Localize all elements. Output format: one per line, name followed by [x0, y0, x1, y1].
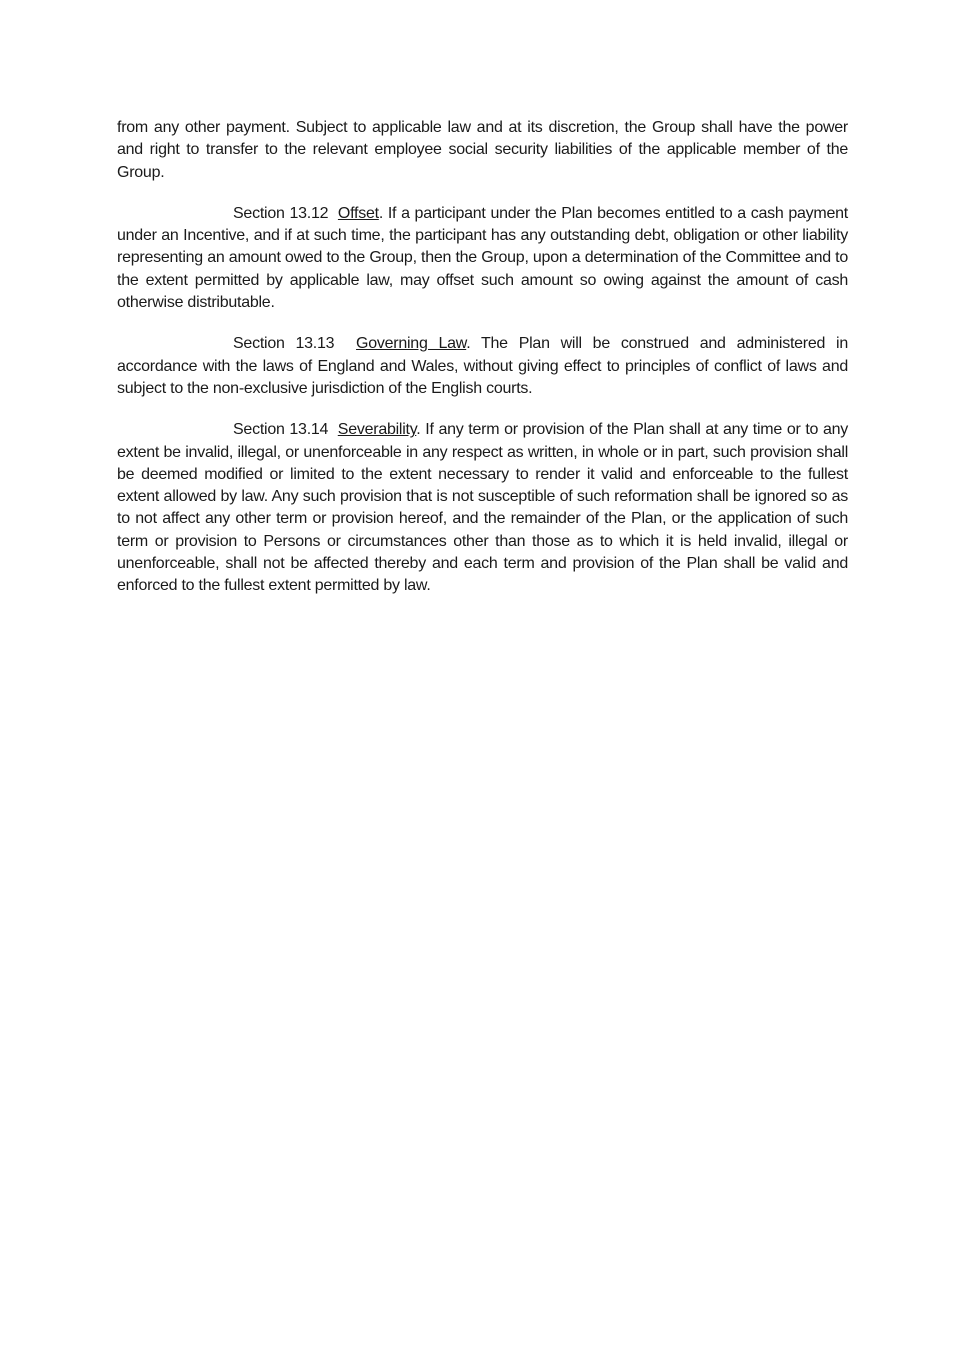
section-number: Section 13.13: [233, 335, 335, 353]
paragraph-text: The Plan will be construed and administered in accordance with the laws of England and Wales, without giving effect to principles of conflict of laws and subject to the non-exclusive jurisdiction of the English courts.: [117, 335, 848, 397]
heading-suffix: .: [466, 335, 471, 353]
paragraph-text: If a participant under the Plan becomes entitled to a cash payment under an Incentive, and if at such time, the participant has any outstanding debt, obligation or other liability representing an amount owed to the Group, then the Group, upon a determination of the Committee and to the extent permitted by applicable law, may offset such amount so owing against the amount of cash otherwise distributable.: [117, 204, 849, 312]
paragraph-text: from any other payment. Subject to applicable law and at its discretion, the Group shall have the power and right to transfer to the relevant employee social security liabilities of the applicable member of the Group.: [117, 119, 848, 181]
section-number: Section 13.14: [233, 421, 329, 439]
section-heading: Governing Law: [356, 335, 467, 353]
paragraph-section-13-14: [117, 419, 848, 597]
document-body: [117, 117, 848, 617]
section-heading: Severability: [337, 421, 417, 439]
section-heading: Offset: [337, 204, 379, 222]
heading-suffix: .: [416, 421, 421, 439]
paragraph-section-13-13: [117, 333, 848, 400]
paragraph-text: If any term or provision of the Plan shall at any time or to any extent be invalid, illegal, or unenforceable in any respect as written, in whole or in part, such provision shall be deemed modified or limited to the extent necessary to render it valid and enforceable to the fullest extent allowed by law. Any such provision that is not susceptible of such reformation shall be ignored so as to not affect any other term or provision hereof, and the remainder of the Plan, or the application of such term or provision to Persons or circumstances other than those as to which it is held invalid, illegal or unenforceable, shall not be affected thereby and each term and provision of the Plan shall be valid and enforced to the fullest extent permitted by law.: [117, 421, 849, 595]
section-number: Section 13.12: [233, 204, 329, 222]
heading-suffix: .: [378, 204, 384, 222]
paragraph-continuation: [117, 117, 848, 184]
paragraph-section-13-12: [117, 203, 848, 314]
